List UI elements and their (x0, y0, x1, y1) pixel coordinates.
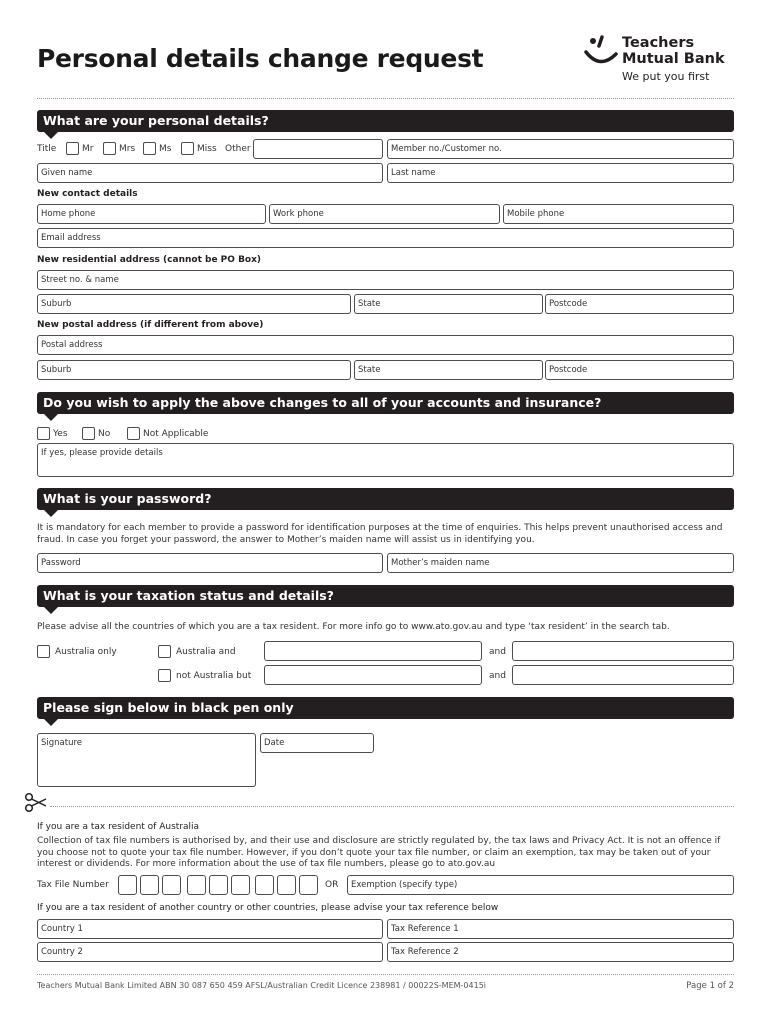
postal-postcode-input[interactable]: Postcode (545, 360, 734, 380)
tfn-digit-4[interactable] (187, 875, 206, 895)
foreign-tax-heading: If you are a tax resident of another country or other countries, please advise your tax reference below (37, 903, 499, 913)
section-apply-heading: Do you wish to apply the above changes to all of your accounts and insurance? (37, 392, 734, 414)
cut-line (50, 806, 734, 807)
title-other-input[interactable] (253, 139, 383, 159)
date-input[interactable]: Date (260, 733, 374, 753)
apply-no-checkbox[interactable] (82, 427, 95, 440)
signature-box[interactable]: Signature (37, 733, 256, 787)
work-phone-input[interactable]: Work phone (269, 204, 500, 224)
scissors-icon (24, 792, 48, 814)
postal-state-input[interactable]: State (354, 360, 543, 380)
tax-instructions: Please advise all the countries of which you are a tax resident. For more info go to www.ato.gov.au and type ‘tax resident’ in the search tab. (37, 622, 670, 632)
last-name-input[interactable]: Last name (387, 163, 734, 183)
postal-subheading: New postal address (if different from above) (37, 320, 264, 330)
tax-reference-1-input[interactable]: Tax Reference 1 (387, 919, 734, 939)
tfn-digit-7[interactable] (255, 875, 274, 895)
footer-divider (37, 974, 734, 975)
tfn-heading: If you are a tax resident of Australia (37, 822, 200, 832)
not-australia-checkbox[interactable] (158, 669, 171, 682)
title-mr-checkbox[interactable] (66, 142, 79, 155)
page-number: Page 1 of 2 (686, 981, 734, 991)
section-password-heading: What is your password? (37, 488, 734, 510)
tfn-digit-1[interactable] (118, 875, 137, 895)
tfn-instructions: Collection of tax file numbers is authorised by, and their use and disclosure are strictly regulated by, the tax laws and Privacy Act. It is not an offence if you choose not to quote your tax file number. However, if you don’t quote your tax file number, or claim an exemption, tax may be taken out of your interest or dividends. For more information about the use of tax file numbers, please go to ato.gov.au (37, 836, 721, 869)
tfn-label: Tax File Number (37, 880, 109, 890)
logo-name-line2: Mutual Bank (622, 51, 725, 67)
divider (37, 98, 734, 99)
tfn-digit-3[interactable] (162, 875, 181, 895)
postal-address-input[interactable]: Postal address (37, 335, 734, 355)
and-label-2: and (489, 671, 506, 681)
postal-suburb-input[interactable]: Suburb (37, 360, 351, 380)
title-label: Title (37, 144, 57, 154)
email-input[interactable]: Email address (37, 228, 734, 248)
password-instructions: It is mandatory for each member to provide a password for identification purposes at the time of enquiries. This helps prevent unauthorised access and fraud. In case you forget your password, the answer to Mother’s maiden name will assist us in identifying you. (37, 523, 723, 545)
title-miss-checkbox[interactable] (181, 142, 194, 155)
title-mrs-checkbox[interactable] (103, 142, 116, 155)
australia-only-label: Australia only (55, 647, 117, 657)
not-australia-label: not Australia but (176, 671, 252, 681)
contact-subheading: New contact details (37, 189, 138, 199)
australia-and-checkbox[interactable] (158, 645, 171, 658)
home-phone-input[interactable]: Home phone (37, 204, 266, 224)
tfn-digit-9[interactable] (299, 875, 318, 895)
logo-tagline: We put you first (622, 70, 710, 83)
apply-na-checkbox[interactable] (127, 427, 140, 440)
title-miss-label: Miss (197, 144, 217, 154)
apply-yes-checkbox[interactable] (37, 427, 50, 440)
apply-no-label: No (98, 429, 111, 439)
member-no-input[interactable]: Member no./Customer no. (387, 139, 734, 159)
title-mrs-label: Mrs (119, 144, 136, 154)
australia-and-label: Australia and (176, 647, 236, 657)
country-1-input[interactable]: Country 1 (37, 919, 383, 939)
australia-only-checkbox[interactable] (37, 645, 50, 658)
smile-logo-icon (582, 34, 622, 74)
residential-subheading: New residential address (cannot be PO Box) (37, 255, 262, 265)
bank-logo (580, 30, 740, 90)
tax-reference-2-input[interactable]: Tax Reference 2 (387, 942, 734, 962)
section-tax-heading: What is your taxation status and details? (37, 585, 734, 607)
exemption-input[interactable]: Exemption (specify type) (347, 875, 734, 895)
tfn-digit-5[interactable] (209, 875, 228, 895)
footer-legal: Teachers Mutual Bank Limited ABN 30 087 650 459 AFSL/Australian Credit Licence 238981 / 00022S-MEM-0415i (37, 981, 487, 990)
title-mr-label: Mr (82, 144, 94, 154)
street-input[interactable]: Street no. & name (37, 270, 734, 290)
password-input[interactable]: Password (37, 553, 383, 573)
tfn-digit-2[interactable] (140, 875, 159, 895)
title-other-label: Other (225, 144, 251, 154)
not-australia-country-input[interactable] (264, 665, 482, 685)
title-ms-label: Ms (159, 144, 172, 154)
title-ms-checkbox[interactable] (143, 142, 156, 155)
section-personal-heading: What are your personal details? (37, 110, 734, 132)
australia-and-country-input[interactable] (264, 641, 482, 661)
maiden-name-input[interactable]: Mother’s maiden name (387, 553, 734, 573)
tfn-digit-8[interactable] (277, 875, 296, 895)
and-label-1: and (489, 647, 506, 657)
country-2-input[interactable]: Country 2 (37, 942, 383, 962)
apply-na-label: Not Applicable (143, 429, 209, 439)
given-name-input[interactable]: Given name (37, 163, 383, 183)
apply-yes-label: Yes (53, 429, 68, 439)
page-title: Personal details change request (37, 44, 484, 73)
australia-and-country2-input[interactable] (512, 641, 734, 661)
suburb-input[interactable]: Suburb (37, 294, 351, 314)
or-label: OR (325, 880, 339, 890)
not-australia-country2-input[interactable] (512, 665, 734, 685)
postcode-input[interactable]: Postcode (545, 294, 734, 314)
mobile-phone-input[interactable]: Mobile phone (503, 204, 734, 224)
tfn-digit-6[interactable] (231, 875, 250, 895)
state-input[interactable]: State (354, 294, 543, 314)
apply-details-input[interactable]: If yes, please provide details (37, 443, 734, 477)
section-sign-heading: Please sign below in black pen only (37, 697, 734, 719)
logo-name-line1: Teachers (622, 35, 695, 51)
